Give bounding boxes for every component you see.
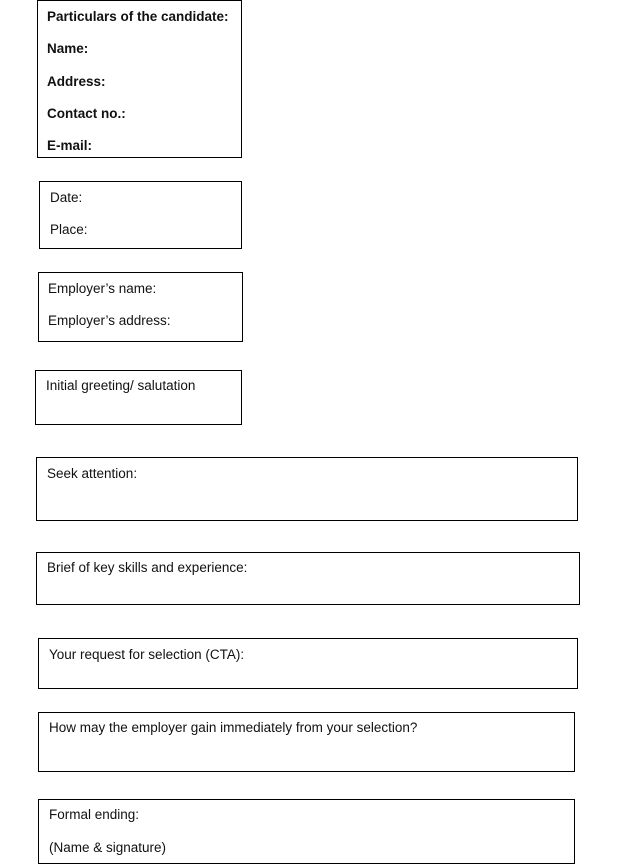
date-label: Date: <box>50 190 83 205</box>
employer-address-label: Employer’s address: <box>48 313 171 328</box>
contact-label: Contact no.: <box>47 106 126 121</box>
employer-name-label: Employer’s name: <box>48 281 157 296</box>
request-label: Your request for selection (CTA): <box>49 647 245 662</box>
candidate-heading: Particulars of the candidate: <box>47 9 229 24</box>
skills-box <box>36 552 580 605</box>
date-place-box <box>39 181 242 249</box>
address-label: Address: <box>47 74 106 89</box>
gain-label: How may the employer gain immediately from your selection? <box>49 720 418 735</box>
skills-label: Brief of key skills and experience: <box>47 560 248 575</box>
candidate-particulars-box <box>37 0 242 158</box>
greeting-label: Initial greeting/ salutation <box>46 378 196 393</box>
ending-label: Formal ending: <box>49 807 140 822</box>
attention-box <box>36 457 578 521</box>
name-label: Name: <box>47 41 89 56</box>
request-box <box>38 638 578 689</box>
employer-box <box>38 272 243 342</box>
greeting-box <box>35 370 242 425</box>
email-label: E-mail: <box>47 138 93 153</box>
attention-label: Seek attention: <box>47 466 138 481</box>
ending-box <box>38 799 575 864</box>
place-label: Place: <box>50 222 88 237</box>
signature-label: (Name & signature) <box>49 840 167 855</box>
gain-box <box>38 712 575 772</box>
